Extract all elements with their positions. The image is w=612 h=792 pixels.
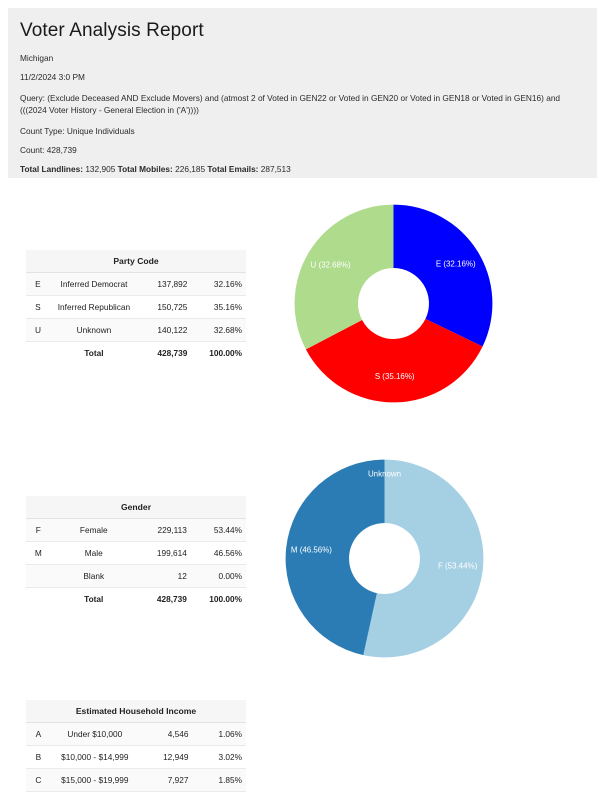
row-code: C bbox=[26, 769, 51, 792]
party-code-donut-svg bbox=[286, 196, 501, 411]
gender-table bbox=[26, 496, 246, 610]
donut-label-S: S (35.16%) bbox=[374, 372, 415, 382]
donut-label-F: F (53.44%) bbox=[437, 561, 478, 571]
table-row bbox=[26, 565, 246, 588]
income-table-title: Estimated Household Income bbox=[26, 700, 246, 723]
table-row bbox=[26, 319, 246, 342]
total-pct: 100.00% bbox=[193, 342, 246, 365]
row-pct: 0.00% bbox=[193, 565, 246, 588]
table-title-row bbox=[26, 250, 246, 273]
row-count: 12,949 bbox=[139, 746, 194, 769]
row-count: 12 bbox=[137, 565, 193, 588]
row-label: Male bbox=[51, 542, 137, 565]
table-row bbox=[26, 519, 246, 542]
row-pct: 1.06% bbox=[194, 723, 246, 746]
query-description: Query: (Exclude Deceased AND Exclude Movers) and (atmost 2 of Voted in GEN22 or Voted in GEN20 or Voted in GEN18 or Voted in GEN16) and (((2024 Voter History - General Election in ('A')))) bbox=[20, 92, 561, 115]
table-row bbox=[26, 769, 246, 792]
total-count: 428,739 bbox=[138, 342, 193, 365]
contact-totals-line bbox=[20, 164, 587, 174]
total-mobiles-label: Total Mobiles: bbox=[117, 164, 173, 175]
row-count: 140,122 bbox=[138, 319, 193, 342]
row-pct: 1.85% bbox=[194, 769, 246, 792]
total-code bbox=[26, 342, 50, 365]
total-emails-value: 287,513 bbox=[260, 164, 291, 175]
total-label: Total bbox=[51, 588, 137, 611]
row-label: Inferred Democrat bbox=[50, 273, 138, 296]
timestamp-label: 11/2/2024 3:0 PM bbox=[20, 72, 85, 83]
donut-label-M: M (46.56%) bbox=[290, 545, 332, 555]
total-count: 428,739 bbox=[137, 588, 193, 611]
table-title-row bbox=[26, 496, 246, 519]
gender-table-title: Gender bbox=[26, 496, 246, 519]
total-landlines-value: 132,905 bbox=[85, 164, 116, 175]
table-row bbox=[26, 542, 246, 565]
row-code: U bbox=[26, 319, 50, 342]
table-total-row bbox=[26, 588, 246, 611]
donut-label-U: U (32.68%) bbox=[310, 260, 351, 270]
count-label: Count: 428,739 bbox=[20, 145, 77, 156]
row-label: Female bbox=[51, 519, 137, 542]
row-pct: 35.16% bbox=[193, 296, 246, 319]
row-code: E bbox=[26, 273, 50, 296]
table-row bbox=[26, 273, 246, 296]
total-pct: 100.00% bbox=[193, 588, 246, 611]
total-landlines-label: Total Landlines: bbox=[20, 164, 83, 175]
table-row bbox=[26, 746, 246, 769]
page-title: Voter Analysis Report bbox=[20, 20, 204, 41]
party-code-table-title: Party Code bbox=[26, 250, 246, 273]
row-pct: 3.02% bbox=[194, 746, 246, 769]
donut-label-Unknown: Unknown bbox=[367, 469, 402, 479]
row-code: F bbox=[26, 519, 51, 542]
row-count: 229,113 bbox=[137, 519, 193, 542]
row-pct: 46.56% bbox=[193, 542, 246, 565]
row-label: Inferred Republican bbox=[50, 296, 138, 319]
row-pct: 32.68% bbox=[193, 319, 246, 342]
row-label: $15,000 - $19,999 bbox=[51, 769, 139, 792]
row-count: 7,927 bbox=[139, 769, 194, 792]
row-count: 199,614 bbox=[137, 542, 193, 565]
row-label: Unknown bbox=[50, 319, 138, 342]
row-count: 4,546 bbox=[139, 723, 194, 746]
total-code bbox=[26, 588, 51, 611]
row-label: $10,000 - $14,999 bbox=[51, 746, 139, 769]
party-code-table bbox=[26, 250, 246, 364]
donut-slice-E bbox=[394, 205, 493, 347]
row-code: M bbox=[26, 542, 51, 565]
donut-label-E: E (32.16%) bbox=[435, 259, 476, 269]
row-pct: 53.44% bbox=[193, 519, 246, 542]
table-row bbox=[26, 723, 246, 746]
row-code: B bbox=[26, 746, 51, 769]
table-title-row bbox=[26, 700, 246, 723]
row-label: Under $10,000 bbox=[51, 723, 139, 746]
row-pct: 32.16% bbox=[193, 273, 246, 296]
gender-donut-slices bbox=[286, 460, 484, 658]
row-label: Blank bbox=[51, 565, 137, 588]
donut-slice-U bbox=[295, 205, 394, 350]
row-count: 150,725 bbox=[138, 296, 193, 319]
estimated-household-income-table bbox=[26, 700, 246, 792]
table-total-row bbox=[26, 342, 246, 365]
total-mobiles-value: 226,185 bbox=[175, 164, 206, 175]
row-count: 137,892 bbox=[138, 273, 193, 296]
report-header-band bbox=[8, 8, 597, 178]
gender-donut-svg bbox=[277, 451, 492, 666]
party-code-donut-chart bbox=[286, 196, 501, 411]
state-label: Michigan bbox=[20, 53, 54, 63]
total-label: Total bbox=[50, 342, 138, 365]
donut-slice-M bbox=[286, 460, 385, 655]
row-code: S bbox=[26, 296, 50, 319]
table-row bbox=[26, 296, 246, 319]
row-code bbox=[26, 565, 51, 588]
total-emails-label: Total Emails: bbox=[207, 164, 259, 175]
count-type-label: Count Type: Unique Individuals bbox=[20, 125, 135, 136]
row-code: A bbox=[26, 723, 51, 746]
gender-donut-chart bbox=[277, 451, 492, 666]
